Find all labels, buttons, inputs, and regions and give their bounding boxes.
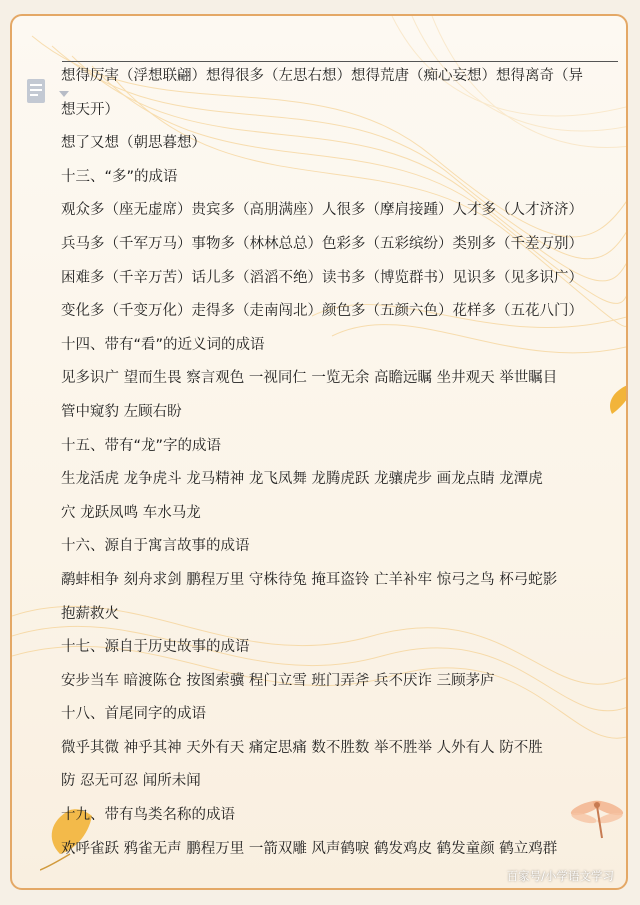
text-line: 穴 龙跃凤鸣 车水马龙	[61, 504, 201, 521]
text-line: 生龙活虎 龙争虎斗 龙马精神 龙飞凤舞 龙腾虎跃 龙骧虎步 画龙点睛 龙潭虎	[61, 471, 543, 488]
section-heading: 十六、源自于寓言故事的成语	[61, 538, 250, 555]
section-heading: 十七、源自于历史故事的成语	[61, 639, 250, 656]
document-icon[interactable]	[26, 78, 46, 104]
text-line: 想得厉害（浮想联翩）想得很多（左思右想）想得荒唐（痴心妄想）想得离奇（异	[61, 68, 583, 84]
section-heading: 十四、带有“看”的近义词的成语	[61, 336, 265, 353]
text-line: 鹬蚌相争 刻舟求剑 鹏程万里 守株待兔 掩耳盗铃 亡羊补牢 惊弓之鸟 杯弓蛇影	[61, 571, 558, 588]
text-line: 管中窥豹 左顾右盼	[61, 403, 182, 420]
text-line: 想了又想（朝思暮想）	[61, 135, 206, 152]
text-line: 微乎其微 神乎其神 天外有天 痛定思痛 数不胜数 举不胜举 人外有人 防不胜	[61, 739, 543, 756]
text-line: 见多识广 望而生畏 察言观色 一视同仁 一览无余 高瞻远瞩 坐井观天 举世瞩目	[61, 370, 558, 387]
section-heading: 十五、带有“龙”字的成语	[61, 437, 222, 454]
text-line: 防 忍无可忍 闻所未闻	[61, 773, 201, 790]
text-line: 抱薪救火	[61, 605, 119, 622]
section-heading: 十三、“多”的成语	[61, 168, 178, 185]
section-heading: 十八、首尾同字的成语	[61, 706, 206, 723]
text-line: 想天开）	[61, 101, 119, 118]
idiom-list	[61, 64, 621, 870]
top-divider	[62, 61, 618, 62]
text-line: 安步当车 暗渡陈仓 按图索骥 程门立雪 班门弄斧 兵不厌诈 三顾茅庐	[61, 672, 495, 689]
text-line: 变化多（千变万化）走得多（走南闯北）颜色多（五颜六色）花样多（五花八门）	[61, 303, 583, 320]
text-line: 困难多（千辛万苦）话儿多（滔滔不绝）读书多（博览群书）见识多（见多识广）	[61, 269, 583, 286]
text-line: 欢呼雀跃 鸦雀无声 鹏程万里 一箭双雕 风声鹤唳 鹤发鸡皮 鹤发童颜 鹤立鸡群	[61, 840, 558, 857]
section-heading: 十九、带有鸟类名称的成语	[61, 807, 235, 824]
text-line: 兵马多（千军万马）事物多（林林总总）色彩多（五彩缤纷）类别多（千差万别）	[61, 235, 583, 252]
text-line: 观众多（座无虚席）贵宾多（高朋满座）人很多（摩肩接踵）人才多（人才济济）	[61, 202, 583, 219]
watermark: 百家号/小学语文学习	[506, 869, 614, 883]
